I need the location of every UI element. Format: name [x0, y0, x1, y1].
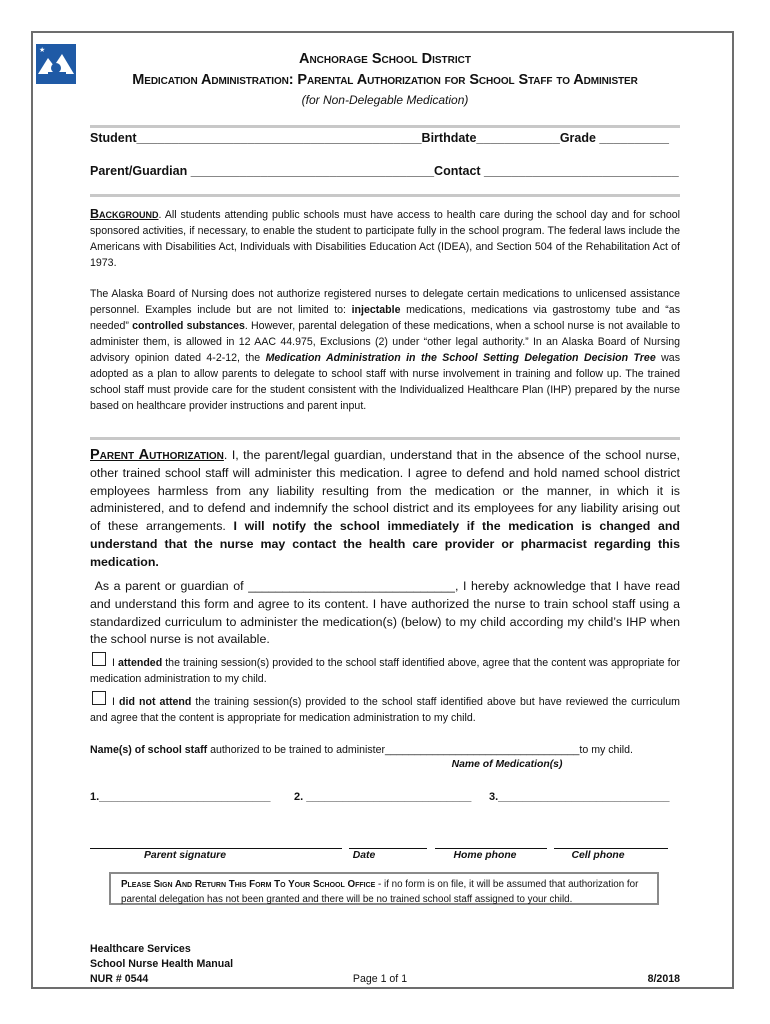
footer-department: Healthcare Services School Nurse Health Manual NUR # 0544 — [90, 943, 234, 985]
divider — [90, 437, 680, 440]
staff-slot-1[interactable]: 1.____________________________ — [90, 791, 271, 803]
divider — [90, 194, 680, 197]
school-staff-field[interactable]: Name(s) of school staff authorized to be trained to administer_________________________________to my child. — [90, 744, 633, 756]
divider — [90, 125, 680, 128]
date-line[interactable] — [349, 848, 427, 849]
background-paragraph-1: Background. All students attending public schools must have access to health care during the school day and for school sponsored activities, if necessary, to enable the student to participate fully in the school program. The federal laws include the Americans with Disabilities Act, Individuals with Disabilities Education Act (IDEA), and Section 504 of the Rehabilitation Act of 1973. — [90, 207, 680, 269]
parent-guardian-field[interactable]: Parent/Guardian ___________________________________Contact ____________________________ — [90, 164, 679, 178]
return-notice: Please Sign And Return This Form To Your School Office - if no form is on file, it will be assumed that authorization for parental delegation has not been granted and there will be no trained school staff assigned to your child. — [109, 872, 659, 905]
cell-phone-line[interactable] — [554, 848, 668, 849]
staff-slot-2[interactable]: 2. ___________________________ — [294, 791, 472, 803]
form-subtitle: (for Non-Delegable Medication) — [301, 93, 469, 107]
medication-caption: Name of Medication(s) — [451, 759, 563, 770]
svg-text:★: ★ — [39, 46, 46, 54]
parent-signature-label: Parent signature — [144, 850, 226, 861]
did-not-attend-statement: I did not attend the training session(s) provided to the school staff identified above but have reviewed the curriculum and agree that the content is appropriate for medication administration to my child. — [90, 696, 680, 724]
background-paragraph-2: The Alaska Board of Nursing does not authorize registered nurses to delegate certain medications to unlicensed assistance personnel. Examples include but are not limited to: injectable medications, medications via gastrostomy tube and “as needed” controlled substances. However, parental delegation of these medications, when a school nurse is not available to administer them, is allowed in 12 AAC 44.975, Exclusions (2) under “other legal authority.” In an Alaska Board of Nursing advisory opinion dated 4-2-12, the Medication Administration in the School Setting Delegation Decision Tree was adopted as a plan to allow parents to delegate to school staff with nurse involvement in training and follow up. The trained school staff must provide care for the student consistent with the Individualized Healthcare Plan (IHP) prepared by the nurse based on healthcare provider instructions and parent input. — [90, 288, 680, 412]
home-phone-line[interactable] — [435, 848, 547, 849]
attended-statement: I attended the training session(s) provided to the school staff identified above, agree that the content was appropriate for medication administration to my child. — [90, 657, 680, 685]
authorization-heading: Parent Authorization — [90, 447, 224, 463]
cell-phone-label: Cell phone — [571, 850, 625, 861]
date-label: Date — [352, 850, 376, 861]
form-title: Medication Administration: Parental Authorization for School Staff to Administer — [132, 72, 638, 88]
revision-date: 8/2018 — [647, 973, 680, 985]
page-number: Page 1 of 1 — [352, 973, 408, 985]
background-heading: Background — [90, 207, 159, 221]
district-title: Anchorage School District — [298, 51, 471, 67]
authorization-paragraph-2: As a parent or guardian of ______________________________, I hereby acknowledge that I have read and understand this form and agree to its content. I have authorized the nurse to train school staff using a standardized curriculum to administer the medication(s) (below) to my child according my child’s IHP when the school nurse is not available. — [90, 579, 680, 647]
student-field[interactable]: Student_________________________________________Birthdate____________Grade __________ — [90, 131, 669, 145]
authorization-paragraph-1: Parent Authorization. I, the parent/legal guardian, understand that in the absence of the school nurse, other trained school staff will administer this medication. I agree to defend and hold named school district employees harmless from any liability resulting from the medication or the manner, in which it is administered, and to defend and indemnify the school district and its employees for any liability arising out of these arrangements. I will notify the school immediately if the medication is changed and understand that the nurse may contact the health care provider or pharmacist regarding this medication. — [90, 447, 680, 569]
home-phone-label: Home phone — [453, 850, 517, 861]
parent-signature-line[interactable] — [90, 848, 342, 849]
staff-slot-3[interactable]: 3.____________________________ — [489, 791, 670, 803]
